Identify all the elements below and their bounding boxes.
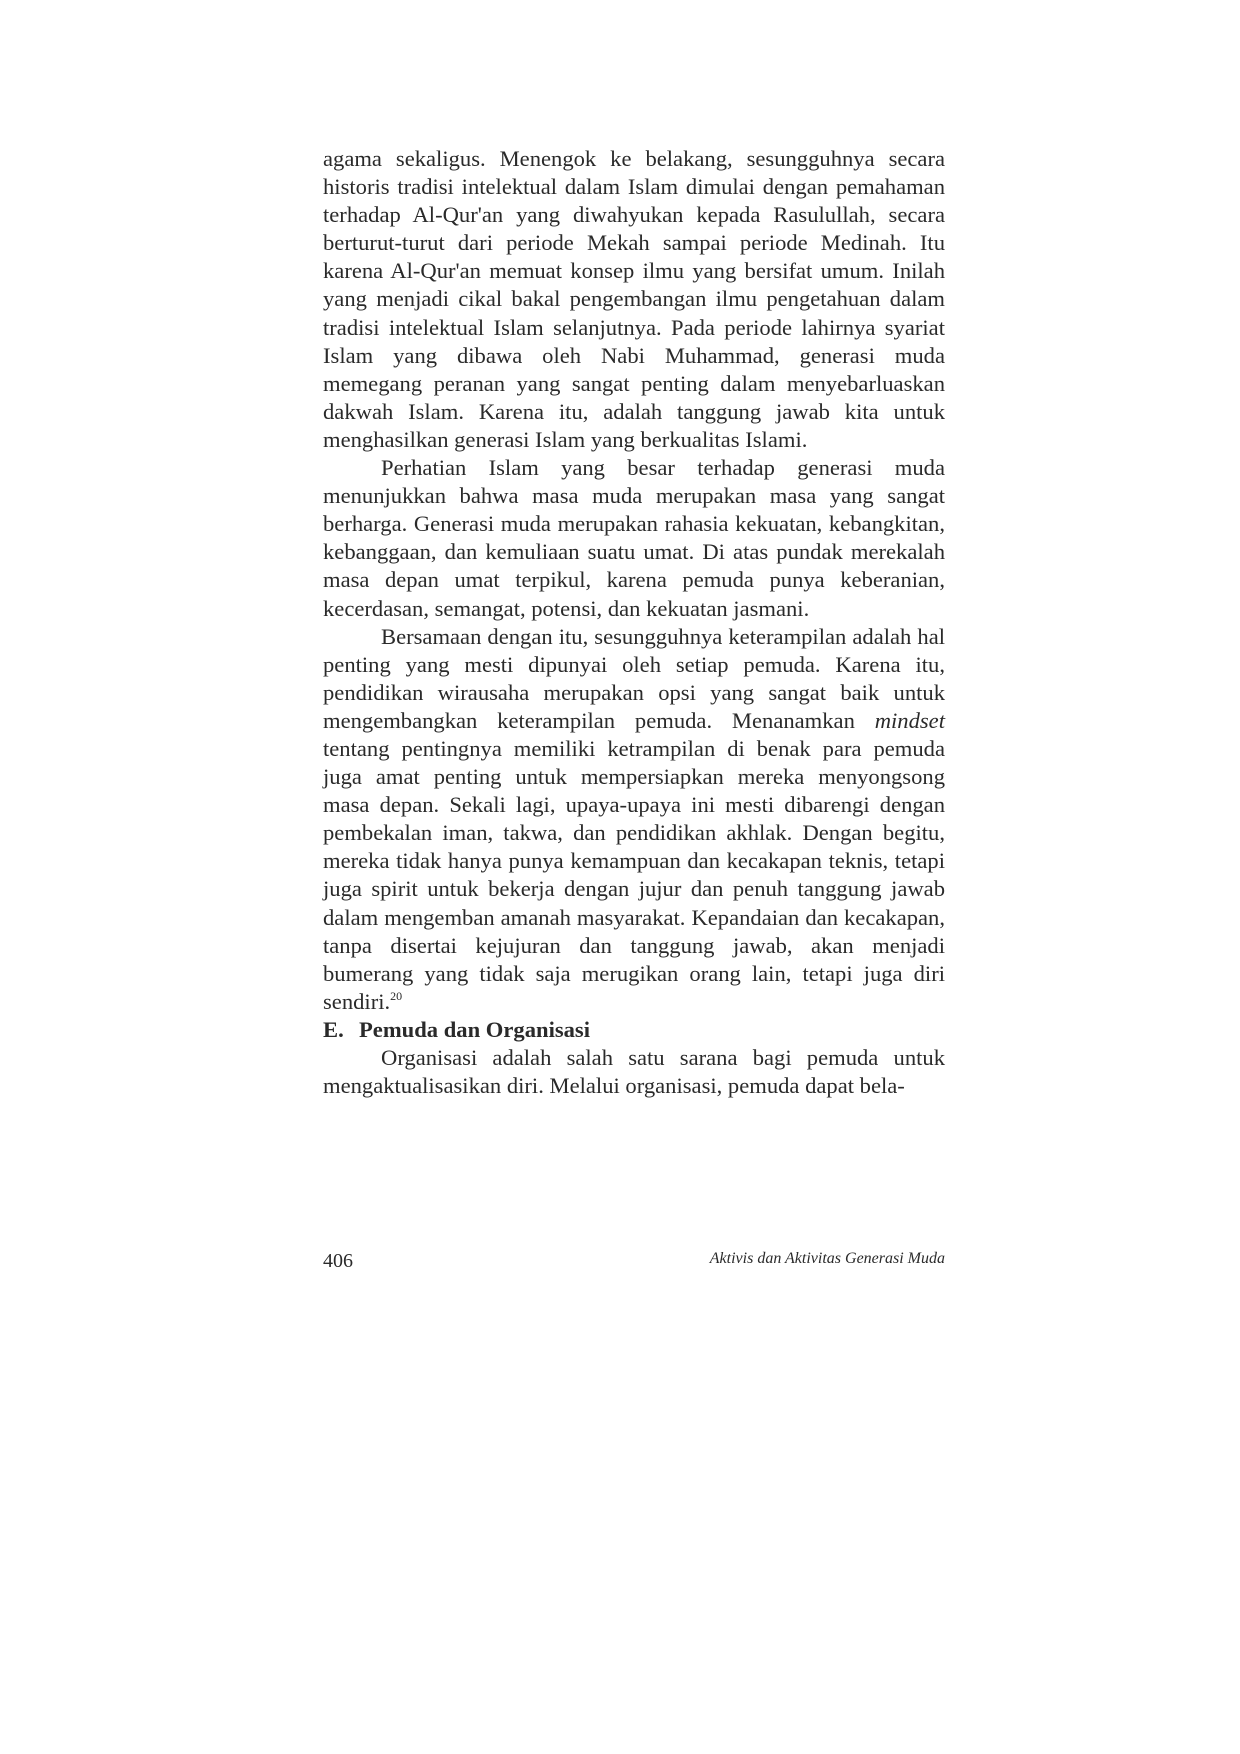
page-footer [323,1250,945,1276]
section-heading [323,1016,945,1044]
paragraph-3-text-after: tentang pentingnya memiliki ketrampilan di benak para pemuda juga amat penting untuk mempersiapkan mereka menyongsong masa depan. Sekali lagi, upaya-upaya ini mesti dibarengi dengan pembekalan iman, takwa, dan pendidikan akhlak. Dengan begitu, mereka tidak hanya punya kemampuan dan kecakapan teknis, tetapi juga spirit untuk bekerja dengan jujur dan penuh tanggung jawab dalam mengemban amanah masyarakat. Kepandaian dan kecakapan, tanpa disertai kejujuran dan tanggung jawab, akan menjadi bumerang yang tidak saja merugikan orang lain, tetapi juga diri sendiri. [323,735,945,1014]
paragraph-1 [323,145,945,454]
section-paragraph-text: Organisasi adalah salah satu sarana bagi pemuda untuk mengaktualisasikan diri. Melalui organisasi, pemuda dapat bela- [323,1045,945,1099]
section-number: E. [323,1016,344,1042]
paragraph-1-text: agama sekaligus. Menengok ke belakang, sesungguhnya secara historis tradisi intelektual dalam Islam dimulai dengan pemahaman terhadap Al-Qur'an yang diwahyukan kepada Rasulullah, secara berturut-turut dari periode Mekah sampai periode Medinah. Itu karena Al-Qur'an memuat konsep ilmu yang bersifat umum. Inilah yang menjadi cikal bakal pengembangan ilmu pengetahuan dalam tradisi intelektual Islam selanjutnya. Pada periode lahirnya syariat Islam yang dibawa oleh Nabi Muhammad, generasi muda memegang peranan yang sangat penting dalam menyebarluaskan dakwah Islam. Karena itu, adalah tanggung jawab kita untuk menghasilkan generasi Islam yang berkualitas Islami. [323,146,945,452]
paragraph-2 [323,454,945,623]
paragraph-3 [323,623,945,1016]
section-title: Pemuda dan Organisasi [359,1016,591,1042]
page-number: 406 [323,1250,353,1272]
running-title: Aktivis dan Aktivitas Generasi Muda [709,1250,945,1267]
paragraph-3-text-before: Bersamaan dengan itu, sesungguhnya keterampilan adalah hal penting yang mesti dipunyai oleh setiap pemuda. Karena itu, pendidikan wirausaha merupakan opsi yang sangat baik untuk mengembangkan keterampilan pemuda. Menanamkan [323,623,945,733]
body-text [323,145,945,1100]
footnote-marker[interactable]: 20 [390,988,403,1003]
section-paragraph [323,1044,945,1100]
italic-term: mindset [874,707,945,733]
paragraph-2-text: Perhatian Islam yang besar terhadap generasi muda menunjukkan bahwa masa muda merupakan masa yang sangat berharga. Generasi muda merupakan rahasia kekuatan, kebangkitan, kebanggaan, dan kemuliaan suatu umat. Di atas pundak merekalah masa depan umat terpikul, karena pemuda punya keberanian, kecerdasan, semangat, potensi, dan kekuatan jasmani. [323,455,945,621]
